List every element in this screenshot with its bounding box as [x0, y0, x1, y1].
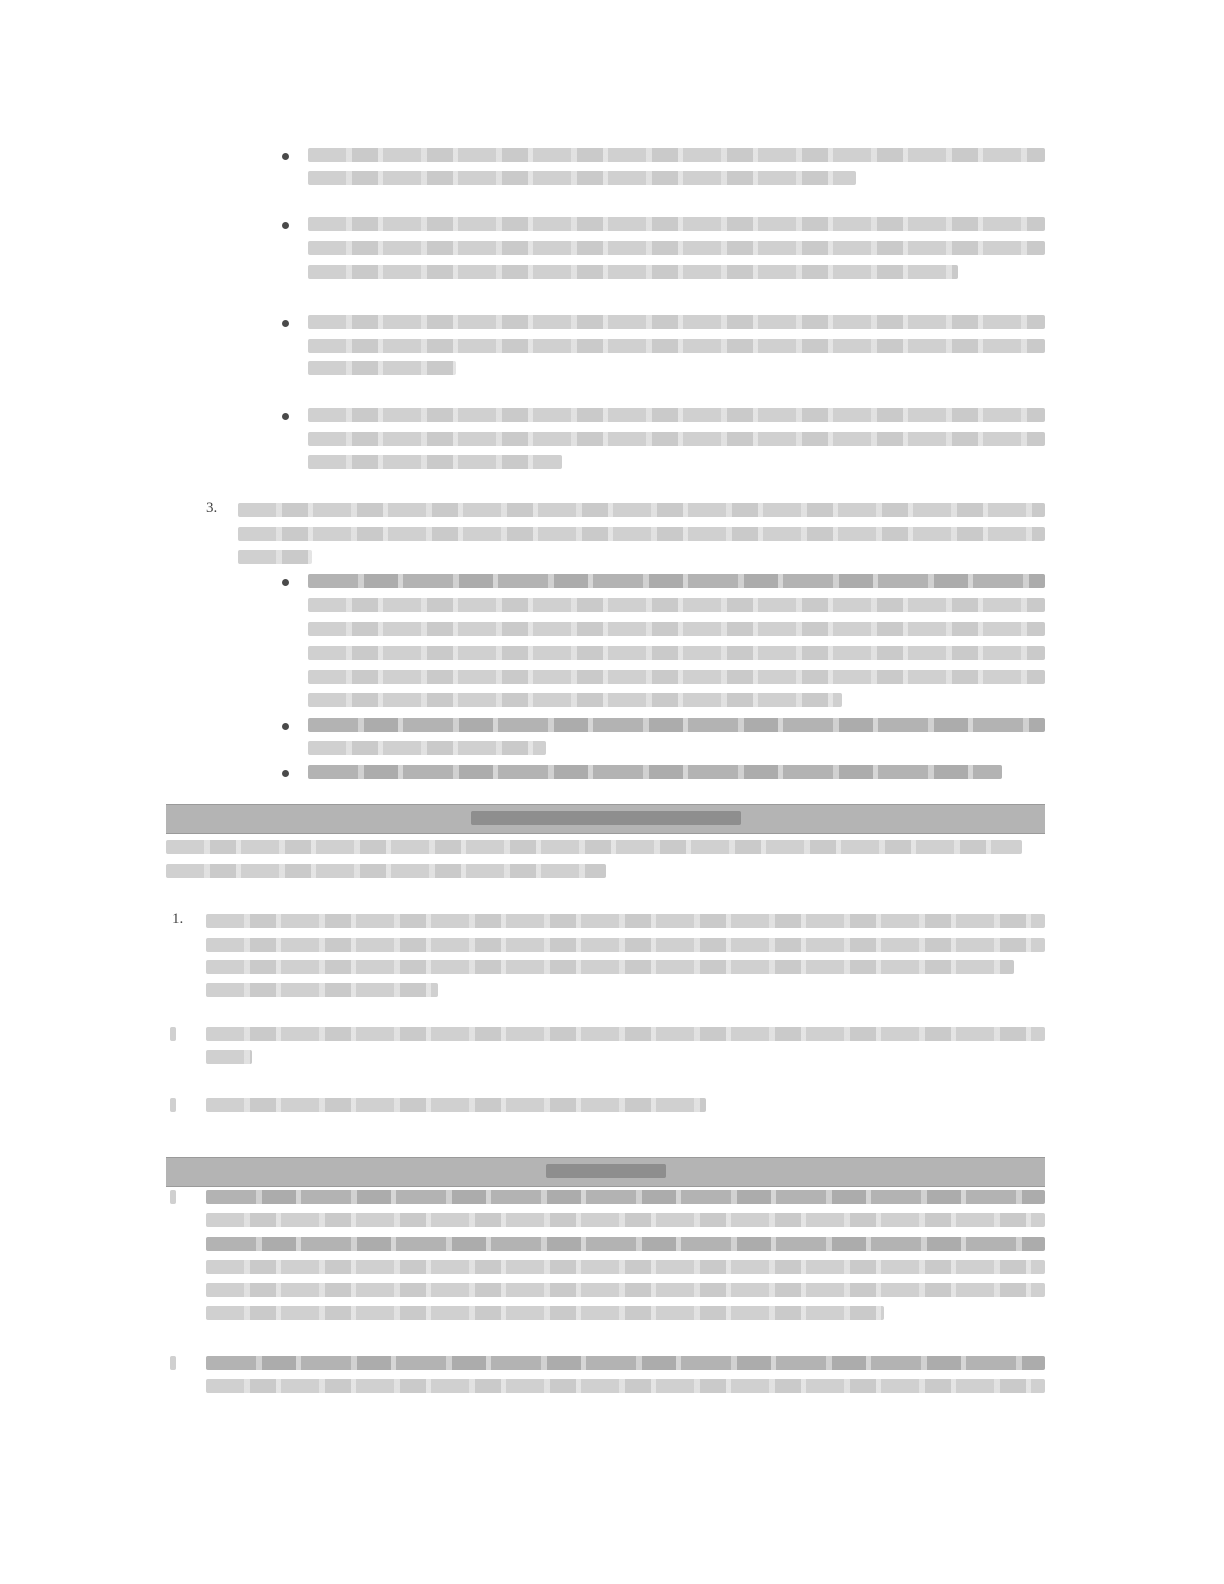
- text-line: [308, 455, 562, 469]
- text-line: [308, 646, 1045, 660]
- text-line: [206, 1190, 1045, 1204]
- text-line: [166, 864, 606, 878]
- text-line: [238, 550, 312, 564]
- bullet-marker: [282, 723, 289, 730]
- section-header-bar: [166, 804, 1045, 834]
- text-line: [206, 1379, 1045, 1393]
- text-line: [308, 171, 856, 185]
- bullet-marker: [282, 320, 289, 327]
- bullet-marker: [282, 770, 289, 777]
- text-line: [170, 1356, 176, 1370]
- text-line: [308, 574, 1045, 588]
- text-line: [308, 622, 1045, 636]
- text-line: [308, 148, 1045, 162]
- item-marker: 1.: [172, 911, 184, 927]
- text-line: [206, 914, 1045, 928]
- section-heading: [471, 811, 741, 825]
- text-line: [206, 1306, 884, 1320]
- text-line: [238, 503, 1045, 517]
- text-line: [308, 265, 958, 279]
- text-line: [206, 1050, 252, 1064]
- text-line: [308, 765, 1002, 779]
- text-line: [206, 960, 1014, 974]
- text-line: [308, 598, 1045, 612]
- text-line: [206, 983, 438, 997]
- text-line: [308, 432, 1045, 446]
- section-heading: [546, 1164, 666, 1178]
- text-line: [308, 217, 1045, 231]
- text-line: [308, 361, 456, 375]
- text-line: [170, 1098, 176, 1112]
- text-line: [308, 741, 546, 755]
- text-line: [308, 670, 1045, 684]
- text-line: [206, 1283, 1045, 1297]
- text-line: [170, 1190, 176, 1204]
- text-line: [170, 1027, 176, 1041]
- text-line: [206, 1260, 1045, 1274]
- text-line: [206, 938, 1045, 952]
- text-line: [308, 241, 1045, 255]
- text-line: [308, 339, 1045, 353]
- text-line: [206, 1213, 1045, 1227]
- text-line: [308, 693, 842, 707]
- bullet-marker: [282, 222, 289, 229]
- text-line: [206, 1098, 706, 1112]
- text-line: [308, 315, 1045, 329]
- text-line: [308, 718, 1045, 732]
- text-line: [206, 1027, 1045, 1041]
- text-line: [206, 1356, 1045, 1370]
- bullet-marker: [282, 153, 289, 160]
- bullet-marker: [282, 579, 289, 586]
- text-line: [238, 527, 1045, 541]
- section-header-bar: [166, 1157, 1045, 1187]
- bullet-marker: [282, 413, 289, 420]
- text-line: [166, 840, 1022, 854]
- item-marker: 3.: [206, 500, 218, 516]
- text-line: [308, 408, 1045, 422]
- text-line: [206, 1237, 1045, 1251]
